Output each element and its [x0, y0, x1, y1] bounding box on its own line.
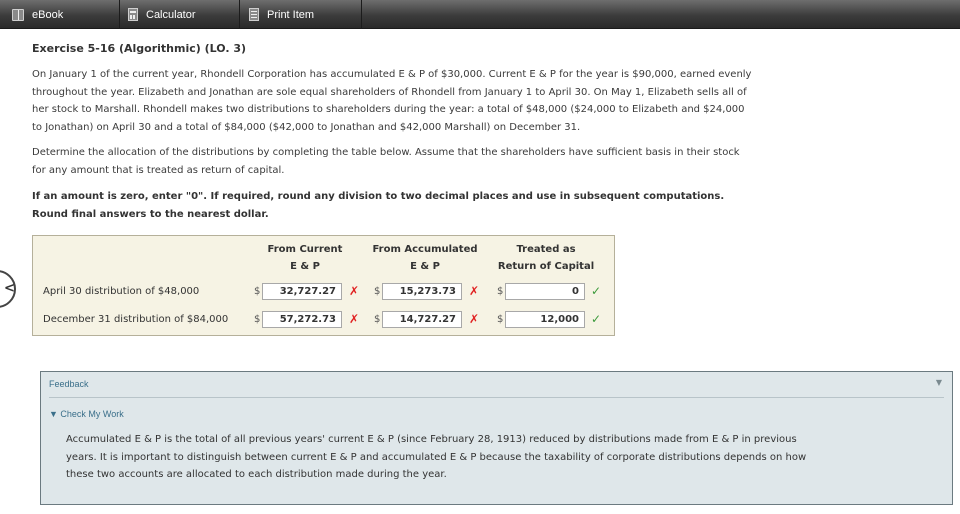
december-current-ep-input[interactable]: 57,272.73 [262, 311, 342, 328]
april-return-capital-input[interactable]: 0 [505, 283, 585, 300]
december-accumulated-ep-input[interactable]: 14,727.27 [382, 311, 462, 328]
chevron-left-icon: < [4, 281, 15, 296]
check-my-work-toggle[interactable]: ▼ Check My Work [49, 409, 124, 419]
row-label-december: December 31 distribution of $84,000 [43, 314, 229, 325]
divider [49, 397, 944, 398]
book-icon [12, 9, 24, 21]
dollar-sign: $ [254, 314, 261, 325]
dollar-sign: $ [254, 286, 261, 297]
row-label-april: April 30 distribution of $48,000 [43, 286, 200, 297]
incorrect-icon: ✗ [469, 312, 480, 326]
dollar-sign: $ [374, 286, 381, 297]
dollar-sign: $ [497, 314, 504, 325]
task-paragraph: Determine the allocation of the distributions by completing the table below. Assume that the shareholders have sufficient basis in their stock for any amount that is treated as return of capital. [32, 147, 740, 176]
print-label: Print Item [267, 8, 315, 21]
april-accumulated-ep-input[interactable]: 15,273.73 [382, 283, 462, 300]
calculator-label: Calculator [146, 8, 196, 21]
incorrect-icon: ✗ [349, 284, 360, 298]
header-accumulated-ep: From Accumulated E & P [372, 244, 478, 272]
calculator-button[interactable] [120, 0, 240, 29]
correct-icon: ✓ [591, 284, 602, 298]
calculator-icon [128, 8, 138, 21]
feedback-text: Accumulated E & P is the total of all previous years' current E & P (since February 28, 1913) reduced by distributions made from E & P in previous years. It is important to distinguish between current E & P and accumulated E & P because the taxability of corporate distributions depends on how these two accounts are allocated to each distribution made during the year. [66, 434, 807, 480]
incorrect-icon: ✗ [349, 312, 360, 326]
print-item-button[interactable] [240, 0, 362, 29]
feedback-panel [40, 371, 953, 505]
top-toolbar [0, 0, 960, 29]
ebook-button[interactable] [0, 0, 120, 29]
problem-paragraph: On January 1 of the current year, Rhondell Corporation has accumulated E & P of $30,000. Current E & P for the year is $90,000, earned evenly throughout the year. Elizabeth and Jonathan are sole equal shareholders of Rhondell from January 1 to April 30. On May 1, Elizabeth sells all of her stock to Marshall. Rhondell makes two distributions to shareholders during the year: a total of $48,000 ($24,000 to Elizabeth and $24,000 to Jonathan) on April 30 and a total of $84,000 ($42,000 to Jonathan and $42,000 Marshall) on December 31. [32, 69, 752, 133]
december-return-capital-input[interactable]: 12,000 [505, 311, 585, 328]
header-current-ep: From Current E & P [267, 244, 343, 272]
incorrect-icon: ✗ [469, 284, 480, 298]
collapse-arrow-icon[interactable]: ▼ [935, 378, 942, 387]
instruction-text: If an amount is zero, enter "0". If required, round any division to two decimal places and use in subsequent computations. Round final answers to the nearest dollar. [32, 191, 725, 220]
print-icon [249, 8, 259, 21]
dollar-sign: $ [497, 286, 504, 297]
feedback-header[interactable]: Feedback [49, 379, 89, 389]
ebook-label: eBook [32, 8, 64, 21]
header-return-of-capital: Treated as Return of Capital [497, 244, 595, 272]
distribution-table [32, 235, 615, 336]
previous-nav-button[interactable] [0, 270, 16, 308]
exercise-title: Exercise 5-16 (Algorithmic) (LO. 3) [32, 42, 247, 55]
april-current-ep-input[interactable]: 32,727.27 [262, 283, 342, 300]
dollar-sign: $ [374, 314, 381, 325]
correct-icon: ✓ [591, 312, 602, 326]
